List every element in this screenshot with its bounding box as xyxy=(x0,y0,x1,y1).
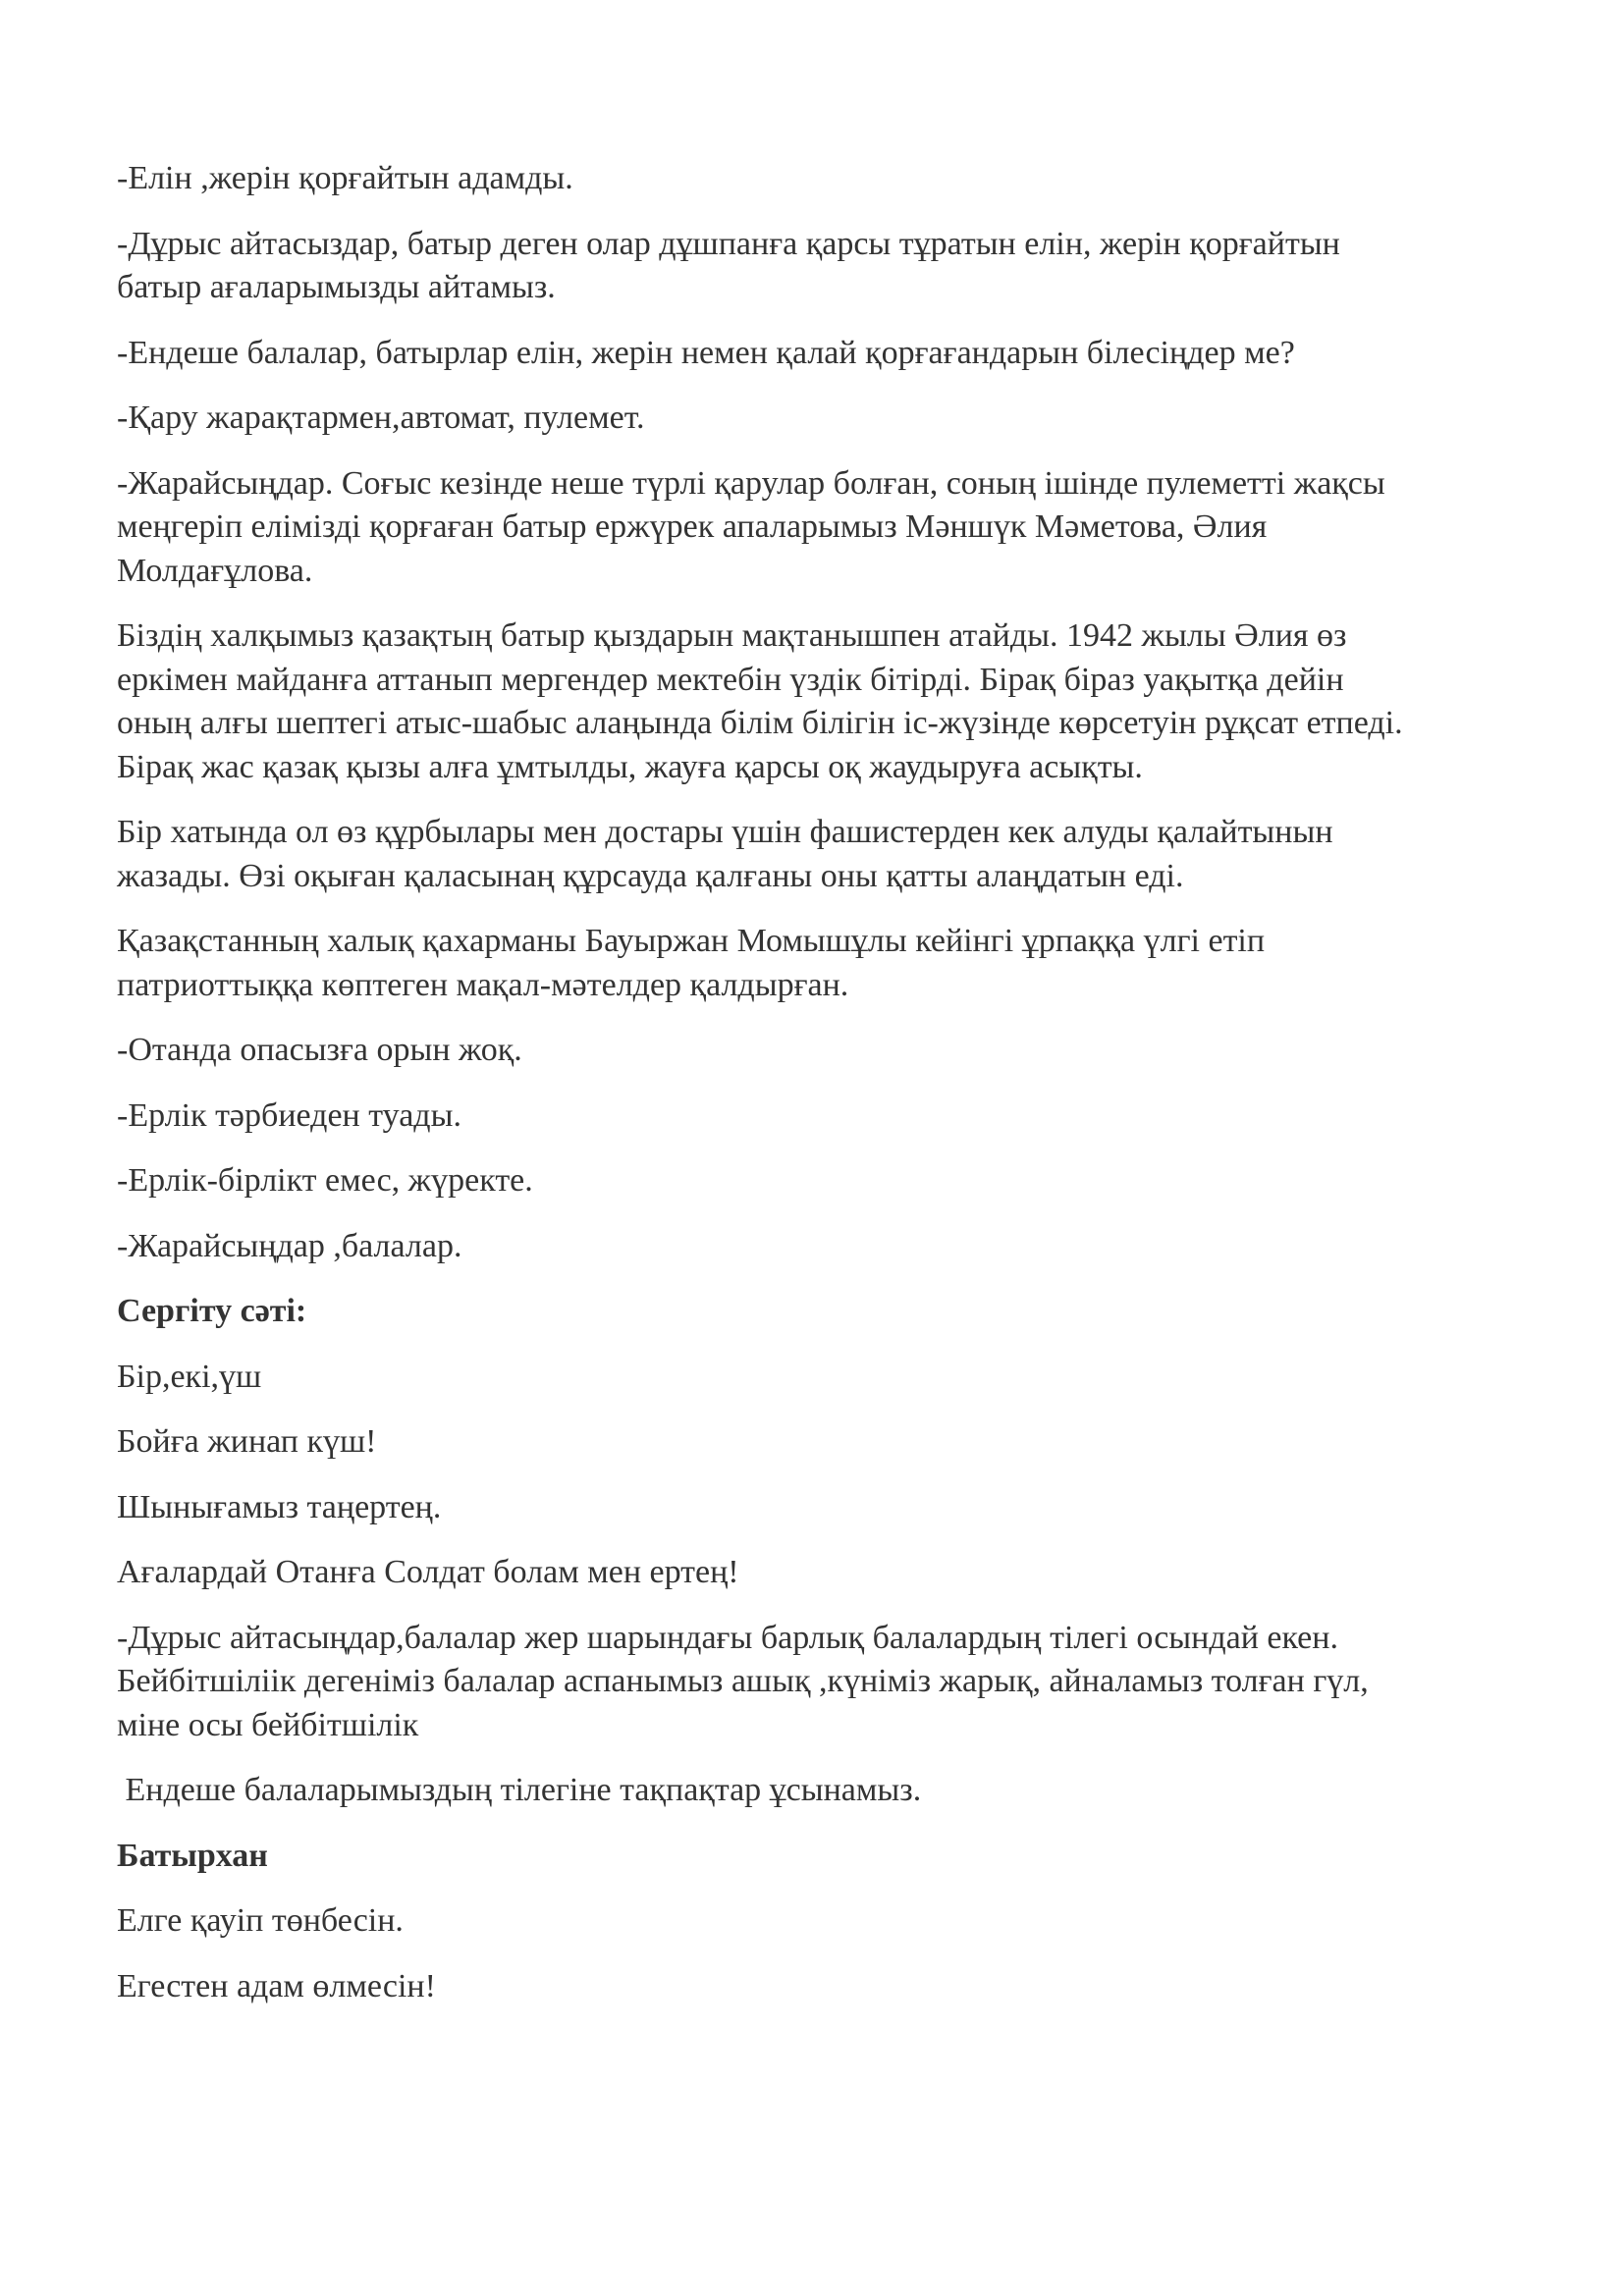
document-body xyxy=(117,157,1413,2030)
paragraph-7: Бір хатында ол өз құрбылары мен достары үшін фашистерден кек алуды қалайтынын жазады. Өзі оқыған қаласынаң құрсауда қалғаны оны қатты алаңдатын еді. xyxy=(117,814,1333,894)
paragraph-4: -Қару жарақтармен,автомат, пулемет. xyxy=(117,400,645,436)
paragraph-21: Елге қауіп төнбесін. xyxy=(117,1902,404,1939)
paragraph-19: Ендеше балаларымыздың тілегіне тақпақтар ұсынамыз. xyxy=(117,1772,922,1808)
paragraph-8: Қазақстанның халық қахарманы Бауыржан Момышұлы кейінгі ұрпаққа үлгі етіп патриоттыққа көптеген мақал-мәтелдер қалдырған. xyxy=(117,923,1266,1003)
paragraph-14: Бір,екі,үш xyxy=(117,1358,262,1395)
paragraph-9: -Отанда опасызға орын жоқ. xyxy=(117,1032,522,1068)
paragraph-18: -Дұрыс айтасыңдар,балалар жер шарындағы барлық балалардың тілегі осындай екен. Бейбітшіліік дегеніміз балалар аспанымыз ашық ,күніміз жарық, айналамыз толған гүл, міне осы бейбітшілік xyxy=(117,1619,1369,1743)
paragraph-22: Егестен адам өлмесін! xyxy=(117,1967,436,2004)
paragraph-12: -Жарайсыңдар ,балалар. xyxy=(117,1227,462,1264)
paragraph-11: -Ерлік-бірлікт емес, жүректе. xyxy=(117,1162,533,1199)
paragraph-10: -Ерлік тәрбиеден туады. xyxy=(117,1096,461,1134)
paragraph-5: -Жарайсыңдар. Соғыс кезінде неше түрлі қарулар болған, соның ішінде пулеметті жақсы меңгеріп елімізді қорғаған батыр ержүрек апаларымыз Мәншүк Мәметова, Әлия Молдағұлова. xyxy=(117,464,1385,589)
paragraph-6: Біздің халқымыз қазақтың батыр қыздарын мақтанышпен атайды. 1942 жылы Әлия өз еркімен майданға аттанып мергендер мектебін үздік бітірді. Бірақ біраз уақытқа дейін оның алғы шептегі атыс-шабыс алаңында білім білігін іс-жүзінде көрсетуін рұқсат етпеді. Бірақ жас қазақ қызы алға ұмтылды, жауға қарсы оқ жаудыруға асықты. xyxy=(117,617,1403,785)
paragraph-2: -Дұрыс айтасыздар, батыр деген олар дұшпанға қарсы тұратын елін, жерін қорғайтын батыр ағаларымызды айтамыз. xyxy=(117,225,1340,305)
paragraph-3: -Ендеше балалар, батырлар елін, жерін немен қалай қорғағандарын білесіңдер ме? xyxy=(117,334,1295,371)
speaker-name: Батырхан xyxy=(117,1837,268,1874)
paragraph-16: Шынығамыз таңертең. xyxy=(117,1488,442,1525)
paragraph-15: Бойға жинап күш! xyxy=(117,1423,377,1460)
section-heading-warmup: Сергіту сәті: xyxy=(117,1293,307,1329)
paragraph-17: Ағалардай Отанға Солдат болам мен ертең! xyxy=(117,1554,739,1590)
paragraph-1: -Елін ,жерін қорғайтын адамды. xyxy=(117,160,573,196)
